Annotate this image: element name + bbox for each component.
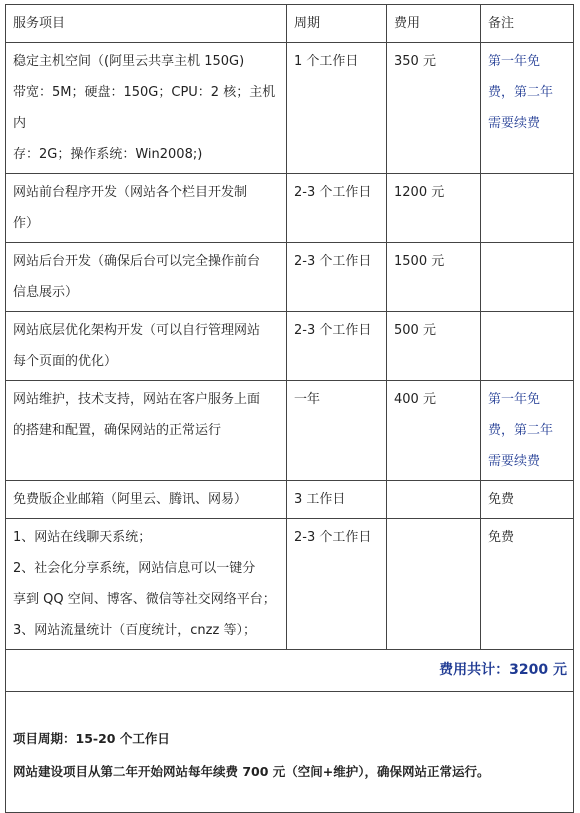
service-cell xyxy=(6,481,287,519)
note-cell xyxy=(481,43,574,174)
total-amount: 费用共计：3200 元 xyxy=(6,650,574,692)
service-line: 作） xyxy=(13,216,40,231)
total-row xyxy=(6,650,574,692)
service-line: 享到 QQ 空间、博客、微信等社交网络平台； xyxy=(13,592,276,607)
note-cell xyxy=(481,243,574,312)
note-cell xyxy=(481,174,574,243)
table-row xyxy=(6,174,574,243)
service-line: 免费版企业邮箱（阿里云、腾讯、网易） xyxy=(13,492,248,507)
note-line: 需要续费 xyxy=(488,454,541,469)
note-line: 免费 xyxy=(488,530,515,545)
table-row xyxy=(6,519,574,650)
note-line: 费，第二年 xyxy=(488,85,554,100)
renewal-note: 网站建设项目从第二年开始网站每年续费 700 元（空间+维护），确保网站正常运行。 xyxy=(13,764,490,779)
service-line: 3、网站流量统计（百度统计，cnzz 等）； xyxy=(13,623,256,638)
service-line: 每个页面的优化） xyxy=(13,354,118,369)
table-row xyxy=(6,43,574,174)
note-cell xyxy=(481,381,574,481)
service-line: 信息展示） xyxy=(13,285,79,300)
note-line: 免费 xyxy=(488,492,515,507)
service-line: 2、社会化分享系统，网站信息可以一键分 xyxy=(13,561,256,576)
note-line: 费，第二年 xyxy=(488,423,554,438)
cost-cell: 1500 元 xyxy=(387,243,481,312)
note-cell xyxy=(481,312,574,381)
note-cell xyxy=(481,519,574,650)
table-row xyxy=(6,481,574,519)
header-service: 服务项目 xyxy=(6,5,287,43)
quote-table xyxy=(5,4,574,813)
notes-cell xyxy=(6,692,574,813)
service-line: 存：2G；操作系统：Win2008;) xyxy=(13,147,203,162)
period-cell: 2-3 个工作日 xyxy=(287,174,387,243)
period-cell: 一年 xyxy=(287,381,387,481)
cost-cell: 400 元 xyxy=(387,381,481,481)
service-line: 的搭建和配置，确保网站的正常运行 xyxy=(13,423,222,438)
service-line: 带宽：5M；硬盘：150G；CPU：2 核；主机内 xyxy=(13,85,276,131)
service-cell xyxy=(6,243,287,312)
service-cell xyxy=(6,312,287,381)
cost-cell: 500 元 xyxy=(387,312,481,381)
table-row xyxy=(6,243,574,312)
period-cell: 2-3 个工作日 xyxy=(287,519,387,650)
service-cell xyxy=(6,174,287,243)
cost-cell xyxy=(387,481,481,519)
note-line: 第一年免 xyxy=(488,54,541,69)
service-line: 网站底层优化架构开发（可以自行管理网站 xyxy=(13,323,261,338)
period-cell: 2-3 个工作日 xyxy=(287,312,387,381)
cost-cell: 350 元 xyxy=(387,43,481,174)
header-row xyxy=(6,5,574,43)
period-cell: 1 个工作日 xyxy=(287,43,387,174)
note-cell xyxy=(481,481,574,519)
cost-cell xyxy=(387,519,481,650)
header-period: 周期 xyxy=(287,5,387,43)
service-line: 稳定主机空间（(阿里云共享主机 150G) xyxy=(13,54,245,69)
header-cost: 费用 xyxy=(387,5,481,43)
service-line: 1、网站在线聊天系统； xyxy=(13,530,152,545)
notes-row xyxy=(6,692,574,813)
service-line: 网站维护，技术支持，网站在客户服务上面 xyxy=(13,392,261,407)
service-line: 网站后台开发（确保后台可以完全操作前台 xyxy=(13,254,261,269)
note-line: 第一年免 xyxy=(488,392,541,407)
table-row xyxy=(6,312,574,381)
header-note: 备注 xyxy=(481,5,574,43)
service-line: 网站前台程序开发（网站各个栏目开发制 xyxy=(13,185,248,200)
period-cell: 3 工作日 xyxy=(287,481,387,519)
service-cell xyxy=(6,381,287,481)
note-line: 需要续费 xyxy=(488,116,541,131)
service-cell xyxy=(6,519,287,650)
period-cell: 2-3 个工作日 xyxy=(287,243,387,312)
cost-cell: 1200 元 xyxy=(387,174,481,243)
table-row xyxy=(6,381,574,481)
service-cell xyxy=(6,43,287,174)
project-period-note: 项目周期：15-20 个工作日 xyxy=(13,731,170,746)
